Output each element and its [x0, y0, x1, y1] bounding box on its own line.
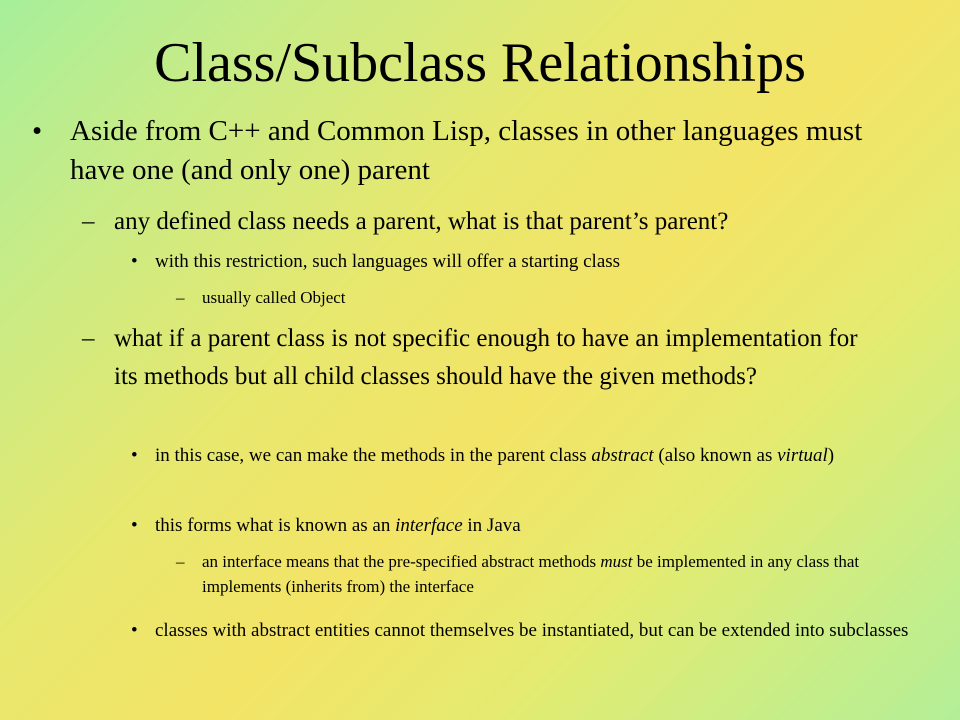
dash-marker: – [82, 325, 95, 352]
bullet-marker: • [131, 251, 138, 272]
sub-item [82, 203, 922, 241]
dash-marker: – [176, 288, 185, 307]
bullet-text: Aside from C++ and Common Lisp, classes in other languages must have one (and only one) parent [70, 115, 863, 186]
sub-sub-item-text: classes with abstract entities cannot themselves be instantiated, but can be extended into subclasses [155, 620, 909, 641]
detail-item [176, 549, 896, 599]
sub-sub-item-text: with this restriction, such languages will offer a starting class [155, 251, 621, 272]
sub-item [82, 320, 862, 396]
bullet-marker: • [131, 620, 138, 641]
sub-item-text: what if a parent class is not specific enough to have an implementation for its methods but all child classes should have the given methods? [114, 325, 858, 390]
sub-item-text: any defined class needs a parent, what is that parent’s parent? [114, 208, 729, 235]
detail-item [176, 285, 916, 310]
detail-item-text: usually called Object [202, 288, 346, 307]
sub-sub-item [131, 512, 911, 540]
bullet-marker: • [131, 515, 138, 536]
sub-sub-item-text: this forms what is known as an interface in Java [155, 515, 521, 536]
sub-sub-item-text: in this case, we can make the methods in the parent class abstract (also known as virtual) [155, 445, 835, 466]
bullet-marker: • [131, 445, 138, 466]
sub-sub-item [131, 617, 913, 645]
bullet-item [32, 112, 912, 190]
dash-marker: – [82, 208, 95, 235]
bullet-marker: • [32, 115, 43, 147]
slide-title: Class/Subclass Relationships [154, 32, 806, 94]
sub-sub-item [131, 248, 911, 276]
sub-sub-item [131, 442, 923, 470]
detail-item-text: an interface means that the pre-specified abstract methods must be implemented in any class that implements (inherits from) the interface [202, 552, 860, 596]
dash-marker: – [176, 552, 185, 571]
